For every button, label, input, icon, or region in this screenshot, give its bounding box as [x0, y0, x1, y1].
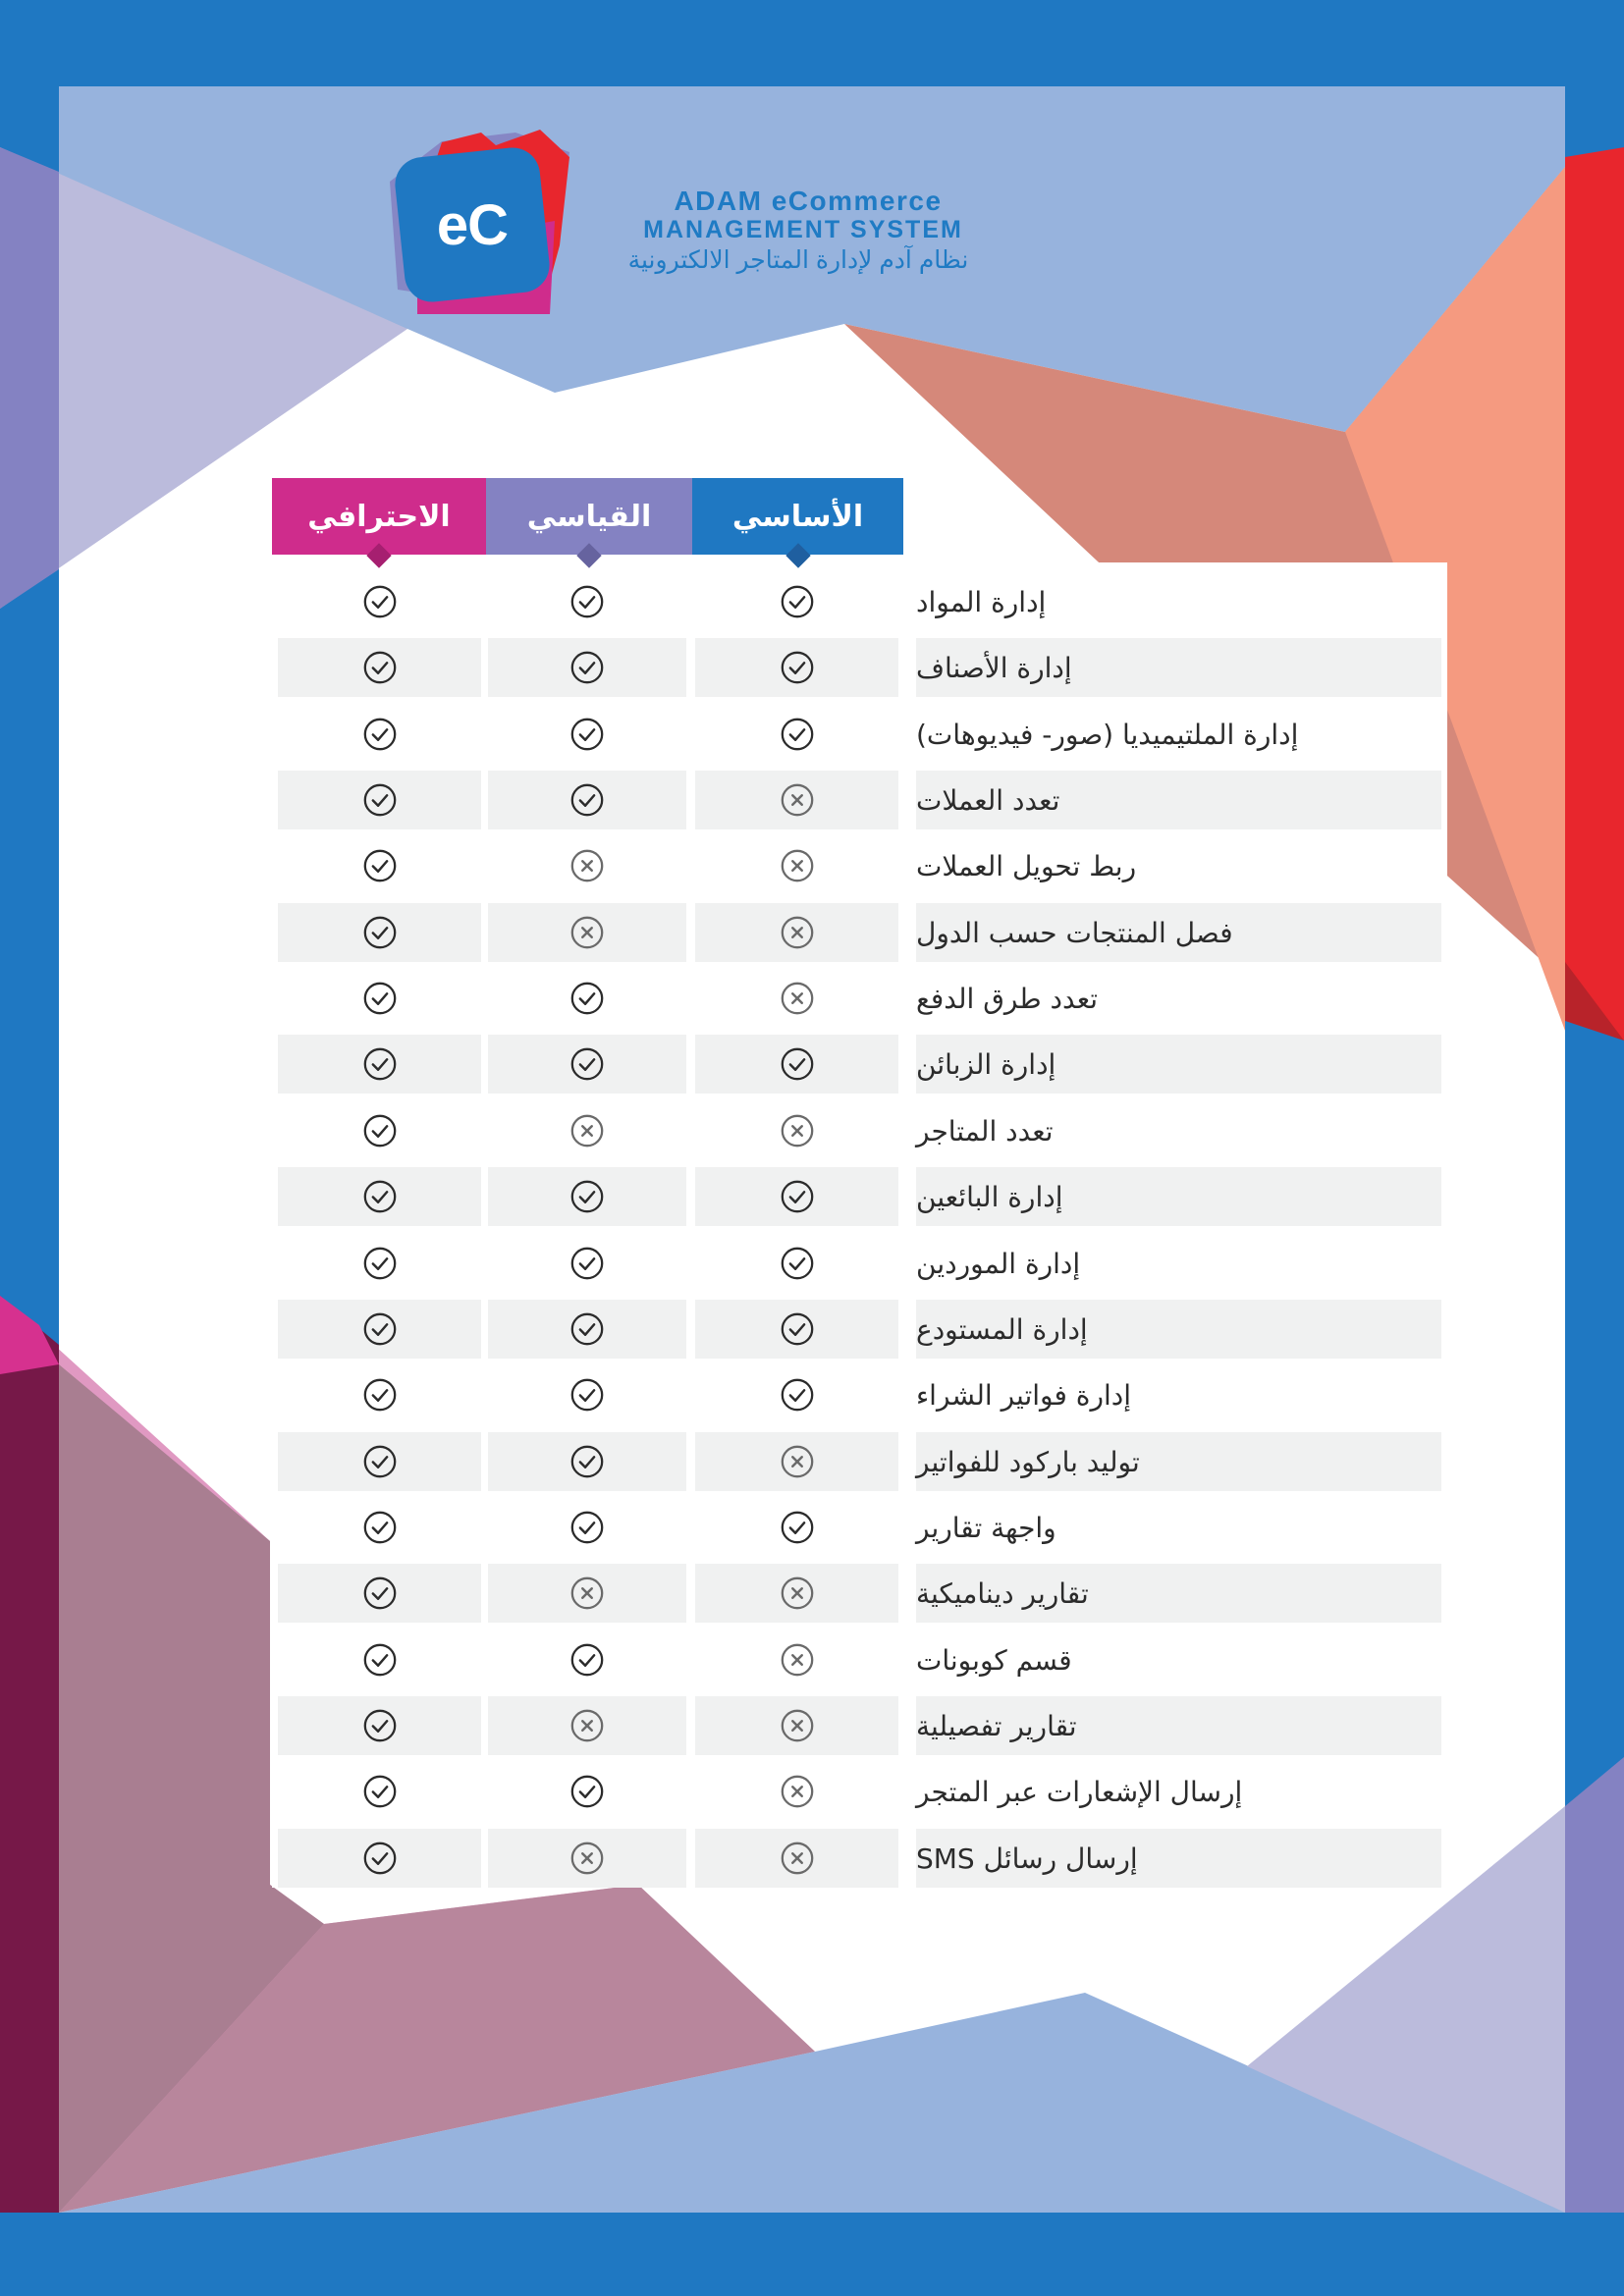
feature-cell-professional [278, 1432, 481, 1491]
feature-label: إدارة الأصناف [916, 651, 1072, 684]
feature-cell-basic [695, 771, 898, 829]
check-circle-icon [568, 1178, 606, 1215]
check-circle-icon [361, 1178, 399, 1215]
check-circle-icon [361, 914, 399, 951]
check-circle-icon [361, 1310, 399, 1348]
check-circle-icon [568, 1245, 606, 1282]
feature-label-cell [916, 1035, 1441, 1094]
x-circle-icon [779, 1112, 816, 1149]
plan-header-professional-label: الاحترافي [307, 499, 451, 534]
feature-cell-standard [488, 1564, 686, 1623]
feature-label-cell [916, 836, 1441, 895]
x-circle-icon [568, 1840, 606, 1877]
feature-cell-professional [278, 572, 481, 631]
feature-cell-professional [278, 1696, 481, 1755]
brand-title-arabic: نظام آدم لإدارة المتاجر الالكترونية [627, 246, 969, 274]
feature-cell-standard [488, 572, 686, 631]
feature-cell-basic [695, 1630, 898, 1689]
check-circle-icon [361, 1840, 399, 1877]
feature-label: تعدد المتاجر [916, 1114, 1054, 1148]
feature-cell-professional [278, 1101, 481, 1160]
x-circle-icon [568, 1707, 606, 1744]
feature-row [0, 572, 1624, 631]
feature-cell-basic [695, 572, 898, 631]
feature-cell-basic [695, 1101, 898, 1160]
feature-row [0, 1101, 1624, 1160]
feature-cell-standard [488, 1300, 686, 1359]
check-circle-icon [568, 781, 606, 819]
check-circle-icon [779, 1509, 816, 1546]
feature-label-cell [916, 1234, 1441, 1293]
feature-label-cell [916, 1300, 1441, 1359]
feature-label: إدارة البائعين [916, 1180, 1063, 1213]
feature-cell-professional [278, 903, 481, 962]
logo-mark-text: eC [436, 192, 509, 257]
feature-label-cell [916, 572, 1441, 631]
plan-header-professional [272, 478, 486, 555]
feature-row [0, 1696, 1624, 1755]
feature-cell-professional [278, 1300, 481, 1359]
feature-cell-basic [695, 1035, 898, 1094]
feature-cell-basic [695, 1300, 898, 1359]
check-circle-icon [361, 583, 399, 620]
feature-row [0, 1035, 1624, 1094]
x-circle-icon [779, 980, 816, 1017]
feature-cell-standard [488, 1829, 686, 1888]
feature-label-cell [916, 771, 1441, 829]
check-circle-icon [361, 1245, 399, 1282]
feature-cell-basic [695, 1829, 898, 1888]
feature-label: إرسال الإشعارات عبر المتجر [916, 1775, 1243, 1808]
x-circle-icon [779, 1707, 816, 1744]
feature-label-cell [916, 1101, 1441, 1160]
feature-label: إرسال رسائل SMS [916, 1842, 1138, 1875]
check-circle-icon [568, 1509, 606, 1546]
feature-label-cell [916, 1630, 1441, 1689]
x-circle-icon [779, 1641, 816, 1679]
feature-row [0, 1564, 1624, 1623]
feature-cell-standard [488, 1696, 686, 1755]
check-circle-icon [568, 583, 606, 620]
feature-row [0, 1365, 1624, 1424]
feature-label: إدارة المستودع [916, 1312, 1088, 1346]
feature-label-cell [916, 1432, 1441, 1491]
feature-label: إدارة المواد [916, 585, 1047, 618]
feature-cell-standard [488, 903, 686, 962]
feature-cell-standard [488, 705, 686, 764]
feature-label: إدارة الموردين [916, 1247, 1081, 1280]
check-circle-icon [361, 1045, 399, 1083]
check-circle-icon [361, 1575, 399, 1612]
check-circle-icon [568, 716, 606, 753]
check-circle-icon [779, 1045, 816, 1083]
feature-cell-standard [488, 1498, 686, 1557]
feature-label: تقارير تفصيلية [916, 1709, 1077, 1742]
feature-cell-professional [278, 638, 481, 697]
feature-cell-professional [278, 771, 481, 829]
feature-row [0, 903, 1624, 962]
feature-label-cell [916, 1365, 1441, 1424]
feature-cell-professional [278, 1498, 481, 1557]
feature-cell-standard [488, 836, 686, 895]
check-circle-icon [568, 649, 606, 686]
check-circle-icon [361, 1773, 399, 1810]
feature-cell-basic [695, 1564, 898, 1623]
x-circle-icon [568, 914, 606, 951]
feature-cell-professional [278, 1564, 481, 1623]
check-circle-icon [361, 1376, 399, 1414]
feature-row [0, 836, 1624, 895]
check-circle-icon [361, 1443, 399, 1480]
feature-row [0, 771, 1624, 829]
feature-label-cell [916, 1564, 1441, 1623]
x-circle-icon [568, 1112, 606, 1149]
feature-cell-professional [278, 1630, 481, 1689]
feature-row [0, 705, 1624, 764]
check-circle-icon [568, 1045, 606, 1083]
feature-cell-basic [695, 1234, 898, 1293]
feature-cell-basic [695, 903, 898, 962]
brand-title [612, 187, 1004, 277]
feature-cell-basic [695, 1498, 898, 1557]
feature-label: تقارير ديناميكية [916, 1576, 1089, 1610]
x-circle-icon [779, 1773, 816, 1810]
feature-cell-standard [488, 1035, 686, 1094]
feature-cell-standard [488, 1101, 686, 1160]
check-circle-icon [779, 1245, 816, 1282]
brand-logo [388, 128, 977, 324]
x-circle-icon [568, 847, 606, 884]
feature-row [0, 1829, 1624, 1888]
feature-cell-basic [695, 1432, 898, 1491]
feature-cell-professional [278, 1762, 481, 1821]
feature-label-cell [916, 705, 1441, 764]
x-circle-icon [779, 847, 816, 884]
feature-label: واجهة تقارير [916, 1511, 1056, 1544]
feature-label: إدارة فواتير الشراء [916, 1378, 1132, 1412]
check-circle-icon [779, 1376, 816, 1414]
x-circle-icon [779, 781, 816, 819]
feature-cell-basic [695, 1696, 898, 1755]
feature-cell-professional [278, 1035, 481, 1094]
feature-label: إدارة الزبائن [916, 1047, 1056, 1081]
check-circle-icon [361, 716, 399, 753]
x-circle-icon [779, 914, 816, 951]
feature-cell-basic [695, 836, 898, 895]
check-circle-icon [361, 1112, 399, 1149]
feature-cell-professional [278, 705, 481, 764]
feature-label-cell [916, 1762, 1441, 1821]
check-circle-icon [361, 1641, 399, 1679]
feature-cell-standard [488, 1432, 686, 1491]
feature-cell-standard [488, 1234, 686, 1293]
feature-cell-professional [278, 836, 481, 895]
check-circle-icon [779, 716, 816, 753]
check-circle-icon [568, 1376, 606, 1414]
feature-cell-standard [488, 1762, 686, 1821]
brand-title-line2: MANAGEMENT SYSTEM [643, 216, 963, 243]
feature-row [0, 1630, 1624, 1689]
check-circle-icon [361, 847, 399, 884]
plan-header-basic [692, 478, 903, 555]
feature-label: إدارة الملتيميديا (صور- فيديوهات) [916, 718, 1299, 751]
plan-header-basic-label: الأساسي [731, 499, 864, 534]
check-circle-icon [361, 1509, 399, 1546]
x-circle-icon [779, 1443, 816, 1480]
feature-cell-professional [278, 1167, 481, 1226]
brand-title-line1: ADAM eCommerce [674, 186, 943, 216]
feature-row [0, 1762, 1624, 1821]
feature-label: فصل المنتجات حسب الدول [916, 916, 1233, 949]
feature-label-cell [916, 1829, 1441, 1888]
feature-cell-standard [488, 1365, 686, 1424]
check-circle-icon [568, 1773, 606, 1810]
check-circle-icon [361, 980, 399, 1017]
plan-header-standard-label: القياسي [526, 499, 652, 534]
feature-cell-basic [695, 1365, 898, 1424]
check-circle-icon [568, 1310, 606, 1348]
feature-cell-standard [488, 771, 686, 829]
feature-row [0, 1167, 1624, 1226]
check-circle-icon [568, 1641, 606, 1679]
feature-cell-professional [278, 1365, 481, 1424]
feature-cell-basic [695, 705, 898, 764]
feature-cell-basic [695, 638, 898, 697]
feature-row [0, 1300, 1624, 1359]
feature-label-cell [916, 1167, 1441, 1226]
feature-cell-basic [695, 969, 898, 1028]
plan-header-standard [486, 478, 692, 555]
check-circle-icon [779, 649, 816, 686]
x-circle-icon [779, 1840, 816, 1877]
feature-label: تعدد طرق الدفع [916, 982, 1099, 1015]
check-circle-icon [568, 1443, 606, 1480]
feature-cell-standard [488, 969, 686, 1028]
feature-label: توليد باركود للفواتير [916, 1445, 1140, 1478]
feature-row [0, 638, 1624, 697]
feature-label: تعدد العملات [916, 783, 1060, 817]
feature-label-cell [916, 1696, 1441, 1755]
feature-row [0, 1234, 1624, 1293]
x-circle-icon [779, 1575, 816, 1612]
feature-label-cell [916, 1498, 1441, 1557]
feature-row [0, 969, 1624, 1028]
feature-label: قسم كوبونات [916, 1643, 1072, 1677]
check-circle-icon [779, 1178, 816, 1215]
feature-cell-professional [278, 969, 481, 1028]
check-circle-icon [779, 1310, 816, 1348]
feature-label: ربط تحويل العملات [916, 849, 1137, 882]
feature-cell-professional [278, 1829, 481, 1888]
feature-cell-basic [695, 1762, 898, 1821]
check-circle-icon [779, 583, 816, 620]
check-circle-icon [361, 781, 399, 819]
feature-cell-standard [488, 638, 686, 697]
feature-label-cell [916, 969, 1441, 1028]
feature-cell-basic [695, 1167, 898, 1226]
feature-row [0, 1432, 1624, 1491]
feature-label-cell [916, 903, 1441, 962]
check-circle-icon [361, 1707, 399, 1744]
feature-cell-standard [488, 1630, 686, 1689]
feature-row [0, 1498, 1624, 1557]
x-circle-icon [568, 1575, 606, 1612]
check-circle-icon [361, 649, 399, 686]
feature-cell-standard [488, 1167, 686, 1226]
feature-label-cell [916, 638, 1441, 697]
feature-cell-professional [278, 1234, 481, 1293]
check-circle-icon [568, 980, 606, 1017]
